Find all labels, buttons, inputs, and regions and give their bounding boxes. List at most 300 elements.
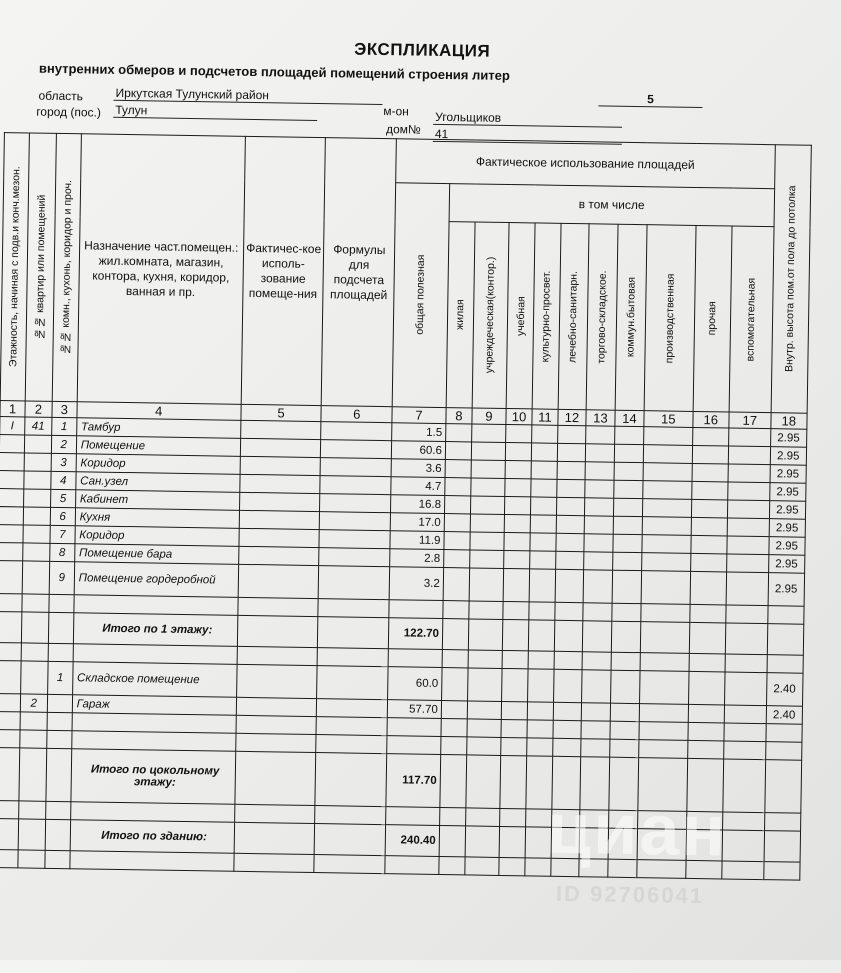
col-header-formulas: Формулы для подсчета площадей — [322, 138, 397, 407]
apartment-cell — [23, 543, 50, 561]
empty-cell — [502, 650, 528, 668]
empty-cell — [501, 719, 527, 737]
column-number: 17 — [729, 412, 771, 429]
empty-cell — [555, 602, 583, 620]
empty-cell — [725, 654, 767, 673]
empty-cell — [725, 672, 767, 706]
room-number-cell — [46, 748, 72, 801]
empty-cell — [558, 425, 586, 443]
empty-cell — [530, 533, 556, 551]
empty-cell — [320, 512, 391, 531]
empty-cell — [444, 496, 470, 514]
empty-cell — [439, 826, 465, 857]
column-number: 3 — [52, 401, 77, 417]
city-label: город (пос.) — [36, 104, 102, 120]
apartment-cell — [18, 819, 45, 850]
empty-cell — [319, 566, 390, 600]
empty-cell — [729, 428, 771, 447]
empty-cell — [527, 738, 553, 756]
total-area-cell: 60.6 — [391, 441, 445, 460]
empty-cell — [469, 550, 503, 569]
room-number-cell — [47, 694, 72, 712]
apartment-cell — [22, 561, 49, 594]
empty-cell — [724, 723, 766, 742]
empty-cell — [470, 532, 504, 551]
empty-cell — [643, 463, 692, 482]
column-number: 15 — [644, 411, 693, 428]
empty-cell — [531, 461, 557, 479]
empty-cell — [722, 861, 764, 880]
total-area-cell: 122.70 — [388, 618, 442, 650]
empty-cell — [554, 651, 582, 669]
empty-cell — [235, 733, 316, 752]
empty-cell — [585, 462, 614, 480]
floor-cell — [0, 801, 19, 819]
empty-cell — [527, 720, 553, 738]
empty-cell — [445, 460, 471, 478]
house-label: дом№ — [385, 122, 421, 137]
empty-cell — [445, 442, 471, 460]
empty-cell — [499, 857, 525, 875]
empty-cell — [613, 516, 642, 534]
empty-cell — [688, 704, 725, 723]
empty-cell — [471, 424, 505, 443]
empty-cell — [315, 753, 386, 807]
ceiling-height-cell: 2.95 — [768, 573, 805, 607]
room-name-cell: Итого по 1 этажу: — [73, 613, 237, 647]
ceiling-height-cell: 2.40 — [766, 673, 803, 707]
empty-cell — [584, 516, 613, 534]
empty-cell — [467, 719, 501, 738]
empty-cell — [321, 440, 392, 459]
empty-cell — [639, 740, 688, 759]
floor-cell — [0, 471, 24, 489]
empty-cell — [237, 597, 318, 616]
col-header-actual-use: Фактичес-кое исполь-зование помеще-ния — [241, 136, 326, 405]
empty-cell — [584, 498, 613, 516]
empty-cell — [555, 569, 584, 602]
empty-cell — [234, 751, 316, 805]
empty-cell — [238, 546, 319, 565]
room-number-cell: 1 — [47, 661, 72, 694]
total-area-cell: 3.2 — [389, 567, 443, 601]
empty-cell — [240, 420, 321, 439]
empty-cell — [441, 719, 467, 737]
floor-cell — [0, 849, 18, 867]
empty-cell — [320, 476, 391, 495]
empty-cell — [557, 461, 585, 479]
empty-cell — [506, 424, 532, 442]
room-number-cell — [45, 850, 70, 868]
apartment-cell — [19, 801, 46, 819]
total-area-cell: 4.7 — [391, 477, 445, 496]
empty-cell — [531, 443, 557, 461]
col-header-room: №№ комн., кухонь, коридор и проч. — [52, 133, 81, 401]
empty-cell — [613, 534, 642, 552]
empty-cell — [465, 808, 499, 827]
ceiling-height-cell: 2.40 — [766, 706, 803, 725]
total-area-cell: 16.8 — [390, 495, 444, 514]
empty-cell — [692, 427, 729, 446]
empty-cell — [692, 445, 729, 464]
column-number: 13 — [586, 410, 615, 426]
empty-cell — [444, 550, 470, 568]
floor-cell — [0, 819, 19, 850]
empty-cell — [613, 498, 642, 516]
empty-cell — [441, 668, 467, 701]
total-area-cell: 240.40 — [385, 825, 439, 857]
col-header-auxiliary: вспомогательная — [729, 226, 774, 413]
floor-cell — [0, 489, 24, 507]
empty-cell — [641, 571, 690, 605]
empty-cell — [639, 722, 688, 741]
empty-cell — [614, 444, 643, 462]
apartment-cell: 2 — [20, 694, 47, 712]
explication-table — [0, 132, 812, 881]
empty-cell — [613, 552, 642, 570]
empty-cell — [471, 478, 505, 497]
col-header-cultural: культурно-просвет. — [532, 223, 561, 409]
empty-cell — [315, 824, 386, 856]
empty-cell — [532, 425, 558, 443]
empty-cell — [504, 514, 530, 532]
room-name-cell: Коридор — [75, 526, 239, 547]
col-header-trade: торгово-складское. — [586, 224, 618, 410]
apartment-cell — [18, 850, 45, 868]
empty-cell — [317, 699, 388, 718]
room-name-cell: Кабинет — [75, 490, 239, 511]
empty-cell — [688, 671, 725, 705]
empty-cell — [468, 619, 503, 651]
empty-cell — [585, 444, 614, 462]
column-number: 10 — [506, 409, 532, 425]
room-name-cell: Складское помещение — [72, 662, 236, 698]
empty-cell — [469, 568, 504, 602]
empty-cell — [444, 532, 470, 550]
empty-cell — [553, 738, 581, 756]
empty-cell — [723, 759, 765, 813]
apartment-cell — [22, 594, 49, 612]
empty-cell — [530, 497, 556, 515]
empty-cell — [314, 855, 385, 874]
empty-cell — [471, 442, 505, 461]
room-name-cell — [70, 851, 234, 872]
total-area-cell — [388, 649, 442, 668]
empty-cell — [556, 551, 584, 569]
empty-cell — [470, 514, 504, 533]
total-area-cell — [385, 856, 439, 875]
total-area-cell — [389, 600, 443, 619]
ceiling-height-cell — [767, 624, 804, 656]
empty-cell — [321, 422, 392, 441]
empty-cell — [239, 510, 320, 529]
apartment-cell — [21, 643, 48, 661]
room-number-cell — [48, 612, 73, 643]
empty-cell — [504, 532, 530, 550]
room-number-cell: 6 — [50, 507, 75, 525]
empty-cell — [581, 739, 610, 757]
empty-cell — [557, 479, 585, 497]
column-number: 1 — [0, 401, 25, 417]
empty-cell — [530, 515, 556, 533]
empty-cell — [236, 664, 317, 698]
empty-cell — [583, 603, 612, 621]
empty-cell — [504, 550, 530, 568]
empty-cell — [687, 740, 724, 759]
ceiling-height-cell — [765, 742, 802, 761]
empty-cell — [441, 737, 467, 755]
empty-cell — [641, 604, 690, 623]
empty-cell — [320, 494, 391, 513]
empty-cell — [316, 735, 387, 754]
empty-cell — [728, 446, 770, 465]
empty-cell — [240, 438, 321, 457]
empty-cell — [470, 496, 504, 515]
room-number-cell: 7 — [50, 525, 75, 543]
empty-cell — [239, 528, 320, 547]
col-header-communal: коммун.бытовая — [615, 224, 647, 410]
watermark-logo: циан — [546, 788, 728, 872]
empty-cell — [553, 702, 581, 720]
empty-cell — [468, 650, 502, 669]
floor-cell — [0, 748, 20, 801]
room-number-cell: 1 — [52, 417, 77, 435]
empty-cell — [505, 496, 531, 514]
empty-cell — [690, 571, 727, 605]
apartment-cell — [20, 661, 47, 694]
apartment-cell — [21, 612, 48, 643]
total-area-cell — [386, 807, 440, 826]
empty-cell — [556, 533, 584, 551]
empty-cell — [239, 474, 320, 493]
ceiling-height-cell: 2.95 — [768, 555, 805, 574]
col-header-medical: лечебно-санитарн. — [558, 223, 589, 409]
ceiling-height-cell — [767, 606, 804, 625]
room-name-cell: Помещение бара — [74, 544, 238, 565]
empty-cell — [234, 822, 315, 854]
district-value: Угольщиков — [433, 110, 622, 128]
empty-cell — [318, 648, 389, 667]
empty-cell — [443, 568, 469, 601]
empty-cell — [728, 482, 770, 501]
empty-cell — [318, 599, 389, 618]
floor-cell — [0, 561, 23, 594]
total-area-cell — [387, 736, 441, 755]
empty-cell — [725, 623, 767, 655]
empty-cell — [444, 514, 470, 532]
empty-cell — [584, 552, 613, 570]
room-number-cell — [48, 643, 73, 661]
empty-cell — [317, 666, 388, 700]
empty-cell — [689, 622, 726, 654]
empty-cell — [691, 481, 728, 500]
ceiling-height-cell — [764, 760, 801, 814]
room-number-cell: 4 — [51, 471, 76, 489]
empty-cell — [502, 619, 528, 650]
empty-cell — [639, 671, 688, 705]
room-name-cell: Итого по цокольному этажу: — [71, 749, 236, 805]
empty-cell — [688, 722, 725, 741]
room-name-cell: Кухня — [75, 508, 239, 529]
empty-cell — [237, 615, 318, 647]
empty-cell — [726, 605, 768, 624]
apartment-cell — [19, 748, 47, 801]
total-area-cell: 57.70 — [387, 700, 441, 719]
empty-cell — [505, 478, 531, 496]
empty-cell — [581, 703, 610, 721]
empty-cell — [642, 499, 691, 518]
empty-cell — [690, 553, 727, 572]
room-name-cell: Тамбур — [76, 418, 240, 439]
room-name-cell: Помещение гордеробной — [74, 562, 238, 598]
floor-cell — [0, 543, 23, 561]
empty-cell — [321, 458, 392, 477]
apartment-cell — [23, 489, 50, 507]
col-group-actual-area-use: Фактическое использование площадей — [396, 139, 775, 189]
floor-cell: I — [0, 417, 25, 435]
empty-cell — [644, 427, 693, 446]
empty-cell — [612, 603, 641, 621]
document-title: ЭКСПЛИКАЦИЯ — [354, 39, 491, 61]
ceiling-height-cell: 2.95 — [769, 483, 806, 502]
ceiling-height-cell: 2.95 — [770, 465, 807, 484]
floor-cell — [0, 643, 21, 661]
empty-cell — [236, 715, 317, 734]
column-number: 18 — [770, 413, 807, 430]
empty-cell — [556, 497, 584, 515]
empty-cell — [553, 669, 582, 702]
total-area-cell: 3.6 — [391, 459, 445, 478]
apartment-cell — [24, 435, 51, 453]
empty-cell — [467, 737, 501, 756]
empty-cell — [610, 670, 640, 703]
total-area-cell: 11.9 — [390, 531, 444, 550]
ceiling-height-cell: 2.95 — [770, 429, 807, 448]
empty-cell — [642, 535, 691, 554]
empty-cell — [728, 464, 770, 483]
empty-cell — [529, 602, 555, 620]
room-number-cell — [45, 801, 70, 819]
total-area-cell — [387, 718, 441, 737]
empty-cell — [643, 481, 692, 500]
floor-cell — [0, 730, 20, 748]
empty-cell — [612, 570, 642, 603]
empty-cell — [727, 500, 769, 519]
empty-cell — [530, 551, 556, 569]
empty-cell — [640, 622, 689, 654]
empty-cell — [689, 653, 726, 672]
total-area-cell: 60.0 — [388, 667, 442, 701]
empty-cell — [691, 535, 728, 554]
empty-cell — [503, 568, 529, 601]
room-number-cell: 8 — [50, 543, 75, 561]
empty-cell — [614, 462, 643, 480]
empty-cell — [581, 721, 610, 739]
empty-cell — [469, 601, 503, 620]
empty-cell — [724, 741, 766, 760]
room-name-cell: Итого по зданию: — [70, 820, 234, 854]
column-number: 14 — [615, 410, 644, 426]
empty-cell — [724, 705, 766, 724]
empty-cell — [639, 704, 688, 723]
room-number-cell — [49, 594, 74, 612]
empty-cell — [582, 652, 611, 670]
room-number-cell: 9 — [49, 561, 74, 594]
empty-cell — [502, 668, 528, 701]
empty-cell — [237, 646, 318, 665]
empty-cell — [446, 424, 472, 442]
empty-cell — [499, 826, 525, 857]
empty-cell — [581, 670, 611, 703]
floor-cell — [0, 594, 22, 612]
empty-cell — [528, 669, 554, 702]
apartment-cell: 41 — [25, 417, 52, 435]
empty-cell — [690, 604, 727, 623]
empty-cell — [318, 617, 389, 649]
empty-cell — [465, 826, 500, 858]
empty-cell — [465, 857, 499, 876]
empty-cell — [315, 806, 386, 825]
column-number: 12 — [558, 409, 586, 425]
col-header-apartment: №№ квартир или помещений — [25, 133, 56, 401]
empty-cell — [691, 499, 728, 518]
col-header-industrial: производственная — [644, 225, 696, 412]
empty-cell — [642, 553, 691, 572]
empty-cell — [440, 755, 467, 808]
floor-cell — [0, 435, 25, 453]
col-header-purpose: Назначение част.помещен.: жил.комната, магазин, контора, кухня, коридор, ванная и пр. — [77, 134, 245, 405]
floor-cell — [0, 507, 23, 525]
empty-cell — [439, 857, 465, 875]
empty-cell — [531, 479, 557, 497]
empty-cell — [319, 530, 390, 549]
empty-cell — [445, 478, 471, 496]
region-label: область — [38, 88, 84, 104]
empty-cell — [238, 564, 319, 598]
empty-cell — [586, 426, 615, 444]
floor-cell — [0, 694, 20, 712]
empty-cell — [615, 426, 644, 444]
empty-cell — [236, 697, 317, 716]
empty-cell — [556, 515, 584, 533]
empty-cell — [466, 755, 501, 809]
empty-cell — [553, 720, 581, 738]
empty-cell — [528, 620, 554, 651]
empty-cell — [727, 536, 769, 555]
room-name-cell: Гараж — [72, 695, 236, 716]
floor-cell — [0, 525, 23, 543]
ceiling-height-cell: 2.95 — [770, 447, 807, 466]
ceiling-height-cell: 2.95 — [769, 501, 806, 520]
empty-cell — [234, 804, 315, 823]
col-header-height: Внутр. высота пом.от пола до потолка — [771, 145, 812, 414]
room-name-cell: Коридор — [76, 454, 240, 475]
empty-cell — [557, 443, 585, 461]
room-number-cell — [47, 730, 72, 748]
empty-cell — [610, 703, 639, 721]
total-area-cell: 17.0 — [390, 513, 444, 532]
col-subgroup-including: в том числе — [449, 184, 774, 227]
ceiling-height-cell — [764, 813, 801, 832]
empty-cell — [233, 853, 314, 872]
empty-cell — [582, 621, 612, 652]
liter-value: 5 — [598, 91, 702, 108]
empty-cell — [501, 701, 527, 719]
empty-cell — [614, 480, 643, 498]
room-number-cell — [47, 712, 72, 730]
room-number-cell — [45, 819, 70, 850]
column-number: 6 — [321, 406, 392, 423]
